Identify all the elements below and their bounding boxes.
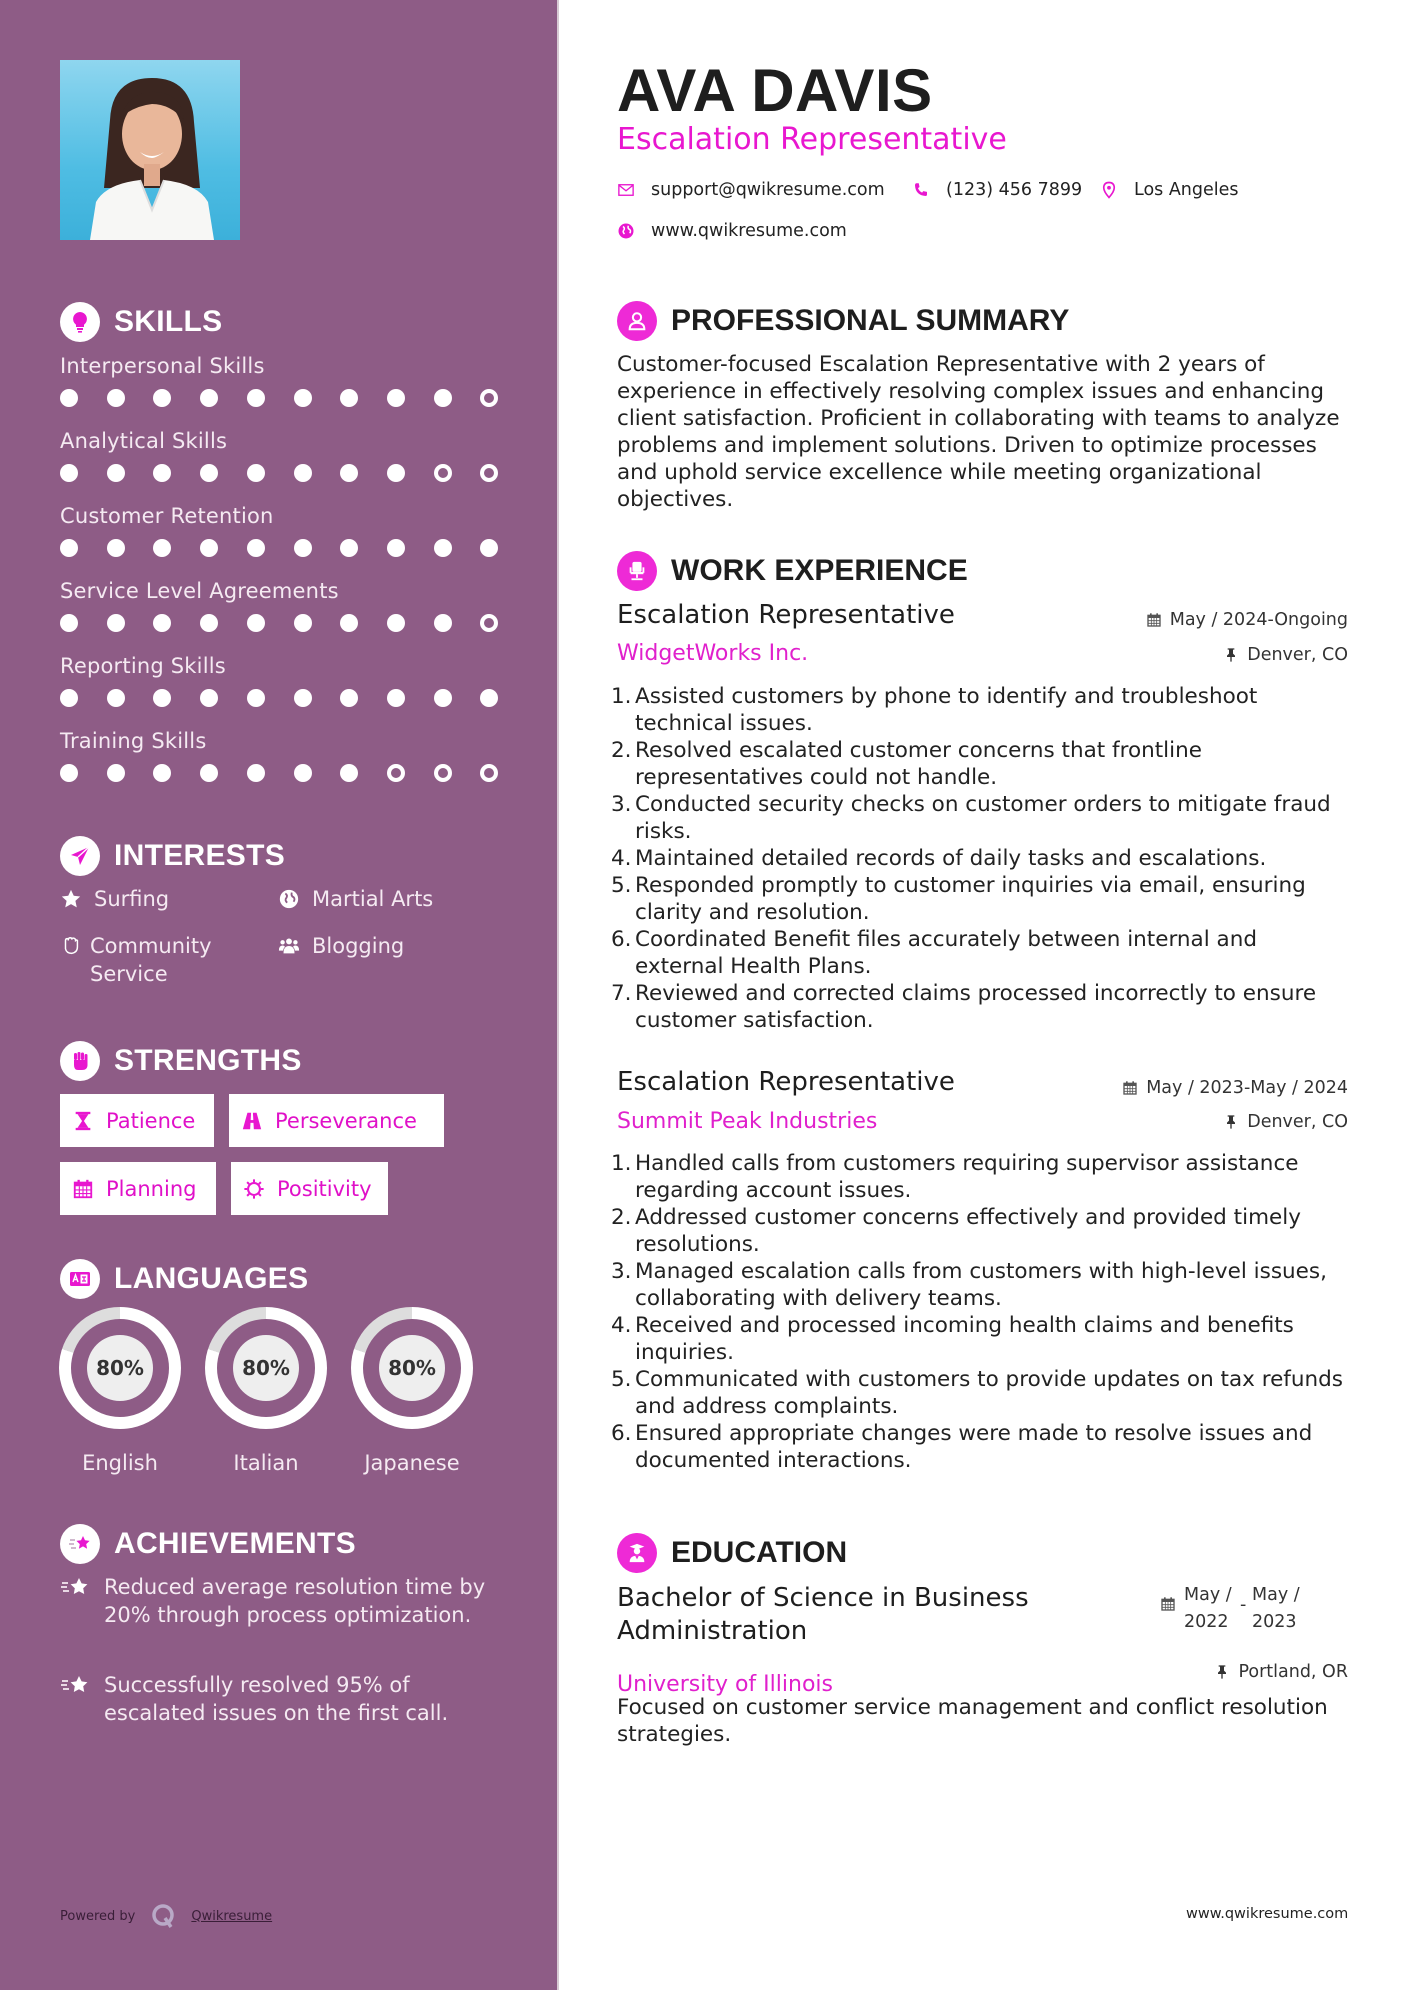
skill-rating [60, 687, 500, 709]
calendar-icon [1160, 1596, 1176, 1612]
duty-text: Ensured appropriate changes were made to resolve issues and documented interactions. [635, 1421, 1313, 1473]
globe-icon [617, 222, 635, 240]
star-icon [60, 885, 86, 913]
strength-patience [60, 1094, 214, 1147]
rating-dot-filled [434, 689, 452, 707]
interest-label: Surfing [94, 887, 170, 911]
language-name: Italian [233, 1451, 299, 1475]
duty-text: Reviewed and corrected claims processed incorrectly to ensure customer satisfaction. [635, 981, 1317, 1033]
education-heading [617, 1532, 847, 1574]
strength-label: Planning [106, 1176, 197, 1201]
duty-number: 7. [611, 981, 632, 1006]
duty-number: 5. [611, 1367, 632, 1392]
rating-dot-filled [294, 389, 312, 407]
rating-dot-filled [340, 614, 358, 632]
rating-dot-filled [153, 764, 171, 782]
candidate-role: Escalation Representative [617, 122, 1007, 157]
rating-dot-filled [60, 464, 78, 482]
duty-item [611, 1204, 1348, 1258]
start-year: 2022 [1184, 1612, 1229, 1632]
rating-dot-filled [480, 689, 498, 707]
lightbulb-icon [60, 302, 100, 342]
language-item [347, 1307, 477, 1475]
strength-perseverance [229, 1094, 444, 1147]
duty-text: Communicated with customers to provide updates on tax refunds and address complaints. [635, 1367, 1343, 1419]
experience-heading [617, 550, 968, 592]
skill-label: Interpersonal Skills [60, 354, 265, 378]
portrait-illustration [60, 60, 240, 240]
skill-rating [60, 537, 500, 559]
skill-label: Reporting Skills [60, 654, 226, 678]
strength-planning [60, 1162, 216, 1215]
rating-dot-filled [153, 614, 171, 632]
duty-item [611, 1420, 1348, 1474]
interest-blogging [278, 932, 404, 960]
profile-photo [60, 60, 240, 240]
duty-number: 1. [611, 1151, 632, 1176]
language-percent: 80% [233, 1335, 299, 1401]
location-text: Los Angeles [1134, 180, 1239, 200]
rating-dot-filled [247, 464, 265, 482]
shooting-star-icon [60, 1671, 96, 1703]
duty-item [611, 980, 1348, 1034]
date-separator: - [1240, 1595, 1247, 1615]
education-location [1214, 1662, 1348, 1682]
skill-item [60, 426, 500, 484]
language-progress-ring [59, 1307, 181, 1429]
phone-icon [912, 181, 930, 199]
rating-dot-filled [294, 614, 312, 632]
shooting-star-icon [60, 1573, 96, 1605]
rating-dot-filled [387, 539, 405, 557]
shooting-star-icon [60, 1524, 100, 1564]
duty-number: 3. [611, 792, 632, 817]
rating-dot-filled [107, 464, 125, 482]
skill-rating [60, 612, 500, 634]
footer-website[interactable]: www.qwikresume.com [1186, 1906, 1349, 1922]
strength-label: Positivity [277, 1176, 372, 1201]
duties-list [611, 1150, 1348, 1474]
job-location [1223, 1112, 1348, 1132]
rating-dot-filled [434, 614, 452, 632]
job-dates-text: May / 2024-Ongoing [1169, 610, 1348, 630]
duty-item [611, 845, 1348, 872]
achievement-text: Reduced average resolution time by 20% through process optimization. [104, 1575, 486, 1627]
duty-text: Resolved escalated customer concerns that frontline representatives could not handle. [635, 738, 1202, 790]
education-dates [1160, 1582, 1308, 1636]
rating-dot-filled [294, 764, 312, 782]
qwikresume-link[interactable]: Qwikresume [191, 1908, 273, 1924]
interest-martial-arts [278, 885, 433, 913]
rating-dot-empty [480, 614, 498, 632]
skill-label: Service Level Agreements [60, 579, 339, 603]
rating-dot-empty [480, 389, 498, 407]
rating-dot-filled [107, 539, 125, 557]
rating-dot-filled [200, 614, 218, 632]
duty-number: 2. [611, 738, 632, 763]
rating-dot-filled [107, 689, 125, 707]
rating-dot-filled [387, 389, 405, 407]
interest-label: Martial Arts [312, 887, 434, 911]
duty-item [611, 1150, 1348, 1204]
rating-dot-filled [247, 689, 265, 707]
email-text: support@qwikresume.com [651, 180, 885, 200]
duty-text: Maintained detailed records of daily tasks and escalations. [635, 846, 1267, 871]
language-progress-ring [205, 1307, 327, 1429]
skill-item [60, 726, 500, 784]
job-location-text: Denver, CO [1247, 645, 1348, 665]
rating-dot-filled [60, 389, 78, 407]
sidebar-divider [557, 0, 559, 1990]
achievement-item [60, 1671, 500, 1727]
rating-dot-filled [200, 689, 218, 707]
skills-heading [60, 301, 222, 343]
education-description: Focused on customer service management and conflict resolution strategies. [617, 1695, 1328, 1747]
rating-dot-filled [340, 539, 358, 557]
end-date [1252, 1582, 1308, 1636]
language-percent: 80% [379, 1335, 445, 1401]
duty-number: 1. [611, 684, 632, 709]
envelope-icon [617, 181, 635, 199]
duty-text: Managed escalation calls from customers with high-level issues, collaborating with delivery teams. [635, 1259, 1327, 1311]
skill-label: Customer Retention [60, 504, 274, 528]
duty-number: 6. [611, 1421, 632, 1446]
rating-dot-filled [247, 389, 265, 407]
languages-heading [60, 1258, 308, 1300]
duty-number: 4. [611, 1313, 632, 1338]
globe-icon [278, 885, 304, 913]
language-percent: 80% [87, 1335, 153, 1401]
pushpin-icon [1223, 1114, 1239, 1130]
rating-dot-filled [340, 764, 358, 782]
rating-dot-filled [387, 689, 405, 707]
strengths-title: STRENGTHS [114, 1044, 302, 1077]
duty-item [611, 926, 1348, 980]
language-name: English [82, 1451, 158, 1475]
calendar-icon [1146, 612, 1162, 628]
rating-dot-filled [107, 614, 125, 632]
interests-heading [60, 835, 285, 877]
skill-rating [60, 387, 500, 409]
job-dates-text: May / 2023-May / 2024 [1146, 1078, 1348, 1098]
job-dates [1146, 610, 1348, 630]
job-location-text: Denver, CO [1247, 1112, 1348, 1132]
road-icon [241, 1110, 263, 1132]
rating-dot-filled [60, 689, 78, 707]
duty-item [611, 1258, 1348, 1312]
rating-dot-filled [247, 614, 265, 632]
rating-dot-filled [60, 614, 78, 632]
duty-item [611, 872, 1348, 926]
duty-text: Addressed customer concerns effectively and provided timely resolutions. [635, 1205, 1301, 1257]
achievement-text: Successfully resolved 95% of escalated issues on the first call. [104, 1673, 449, 1725]
duty-text: Received and processed incoming health claims and benefits inquiries. [635, 1313, 1294, 1365]
duty-number: 6. [611, 927, 632, 952]
duty-item [611, 737, 1348, 791]
rating-dot-filled [153, 539, 171, 557]
achievement-item [60, 1573, 500, 1629]
rating-dot-filled [480, 539, 498, 557]
language-item [201, 1307, 331, 1475]
rating-dot-filled [247, 764, 265, 782]
rating-dot-empty [434, 764, 452, 782]
interests-title: INTERESTS [114, 839, 286, 872]
rating-dot-filled [340, 689, 358, 707]
translate-icon [60, 1259, 100, 1299]
duty-text: Coordinated Benefit files accurately between internal and external Health Plans. [635, 927, 1257, 979]
rating-dot-filled [434, 389, 452, 407]
website-text: www.qwikresume.com [651, 221, 847, 241]
rating-dot-filled [434, 539, 452, 557]
pushpin-icon [1223, 647, 1239, 663]
rating-dot-filled [340, 389, 358, 407]
hand-icon [60, 932, 82, 960]
phone-text: (123) 456 7899 [946, 180, 1083, 200]
candidate-name: AVA DAVIS [617, 57, 933, 124]
language-name: Japanese [364, 1451, 460, 1475]
rating-dot-filled [153, 689, 171, 707]
summary-title: PROFESSIONAL SUMMARY [671, 304, 1070, 337]
skill-rating [60, 762, 500, 784]
office-chair-icon [617, 551, 657, 591]
experience-title: WORK EXPERIENCE [671, 554, 968, 587]
interest-community-service [60, 932, 250, 988]
company-name: Summit Peak Industries [617, 1109, 878, 1134]
education-location-text: Portland, OR [1238, 1662, 1348, 1682]
summary-heading [617, 300, 1069, 342]
skill-item [60, 351, 500, 409]
rating-dot-filled [107, 389, 125, 407]
strengths-heading [60, 1040, 302, 1082]
interest-label: Community Service [90, 934, 212, 986]
rating-dot-empty [480, 764, 498, 782]
language-progress-ring [351, 1307, 473, 1429]
duty-number: 2. [611, 1205, 632, 1230]
education-title: EDUCATION [671, 1536, 848, 1569]
rating-dot-empty [480, 464, 498, 482]
skill-rating [60, 462, 500, 484]
graduate-icon [617, 1533, 657, 1573]
user-icon [617, 301, 657, 341]
duties-list [611, 683, 1348, 1034]
end-month: May / [1252, 1585, 1300, 1605]
interest-surfing [60, 885, 169, 913]
start-month: May / [1184, 1585, 1232, 1605]
skill-label: Training Skills [60, 729, 207, 753]
rating-dot-filled [107, 764, 125, 782]
strength-label: Perseverance [275, 1108, 417, 1133]
rating-dot-filled [294, 464, 312, 482]
qwikresume-logo-icon [151, 1903, 177, 1929]
job-location [1223, 645, 1348, 665]
rating-dot-filled [200, 464, 218, 482]
rating-dot-filled [153, 389, 171, 407]
rating-dot-filled [200, 389, 218, 407]
skill-item [60, 501, 500, 559]
paper-plane-icon [60, 836, 100, 876]
duty-item [611, 791, 1348, 845]
rating-dot-filled [60, 764, 78, 782]
contact-website[interactable] [617, 221, 847, 241]
start-date [1184, 1582, 1240, 1636]
company-name: WidgetWorks Inc. [617, 641, 809, 666]
duty-item [611, 683, 1348, 737]
school-name: University of Illinois [617, 1672, 833, 1697]
duty-item [611, 1312, 1348, 1366]
contact-location [1100, 180, 1239, 200]
job-title: Escalation Representative [617, 1067, 955, 1097]
rating-dot-filled [247, 539, 265, 557]
sun-icon [243, 1178, 265, 1200]
duty-text: Assisted customers by phone to identify and troubleshoot technical issues. [635, 684, 1258, 736]
rating-dot-empty [387, 764, 405, 782]
achievements-title: ACHIEVEMENTS [114, 1527, 356, 1560]
duty-item [611, 1366, 1348, 1420]
degree-title: Bachelor of Science in Business Administration [617, 1583, 1029, 1646]
summary-text: Customer-focused Escalation Representative with 2 years of experience in effectively resolving complex issues and enhancing client satisfaction. Proficient in collaborating with teams to analyze problems and implement solutions. Driven to optimize processes and uphold service excellence while meeting organizational objectives. [617, 352, 1340, 512]
rating-dot-filled [200, 539, 218, 557]
rating-dot-filled [340, 464, 358, 482]
rating-dot-filled [294, 689, 312, 707]
rating-dot-filled [387, 464, 405, 482]
fist-icon [60, 1041, 100, 1081]
contact-email[interactable] [617, 180, 885, 200]
map-pin-icon [1100, 181, 1118, 199]
rating-dot-filled [153, 464, 171, 482]
powered-by [60, 1903, 272, 1929]
users-icon [278, 932, 304, 960]
hourglass-icon [72, 1110, 94, 1132]
job-dates [1122, 1078, 1348, 1098]
achievements-heading [60, 1523, 356, 1565]
job-title: Escalation Representative [617, 600, 955, 630]
strength-positivity [231, 1162, 388, 1215]
duty-text: Responded promptly to customer inquiries via email, ensuring clarity and resolution. [635, 873, 1306, 925]
duty-text: Conducted security checks on customer orders to mitigate fraud risks. [635, 792, 1331, 844]
duty-number: 5. [611, 873, 632, 898]
end-year: 2023 [1252, 1612, 1297, 1632]
calendar-icon [72, 1178, 94, 1200]
rating-dot-empty [434, 464, 452, 482]
strength-label: Patience [106, 1108, 196, 1133]
skill-item [60, 651, 500, 709]
interest-label: Blogging [312, 934, 405, 958]
duty-text: Handled calls from customers requiring supervisor assistance regarding account issues. [635, 1151, 1299, 1203]
duty-number: 3. [611, 1259, 632, 1284]
skill-item [60, 576, 500, 634]
rating-dot-filled [200, 764, 218, 782]
skills-title: SKILLS [114, 305, 223, 338]
powered-by-label: Powered by [60, 1908, 136, 1924]
skill-label: Analytical Skills [60, 429, 228, 453]
contact-phone[interactable] [912, 180, 1082, 200]
languages-title: LANGUAGES [114, 1262, 309, 1295]
pushpin-icon [1214, 1664, 1230, 1680]
rating-dot-filled [387, 614, 405, 632]
duty-number: 4. [611, 846, 632, 871]
calendar-icon [1122, 1080, 1138, 1096]
language-item [55, 1307, 185, 1475]
rating-dot-filled [294, 539, 312, 557]
rating-dot-filled [60, 539, 78, 557]
